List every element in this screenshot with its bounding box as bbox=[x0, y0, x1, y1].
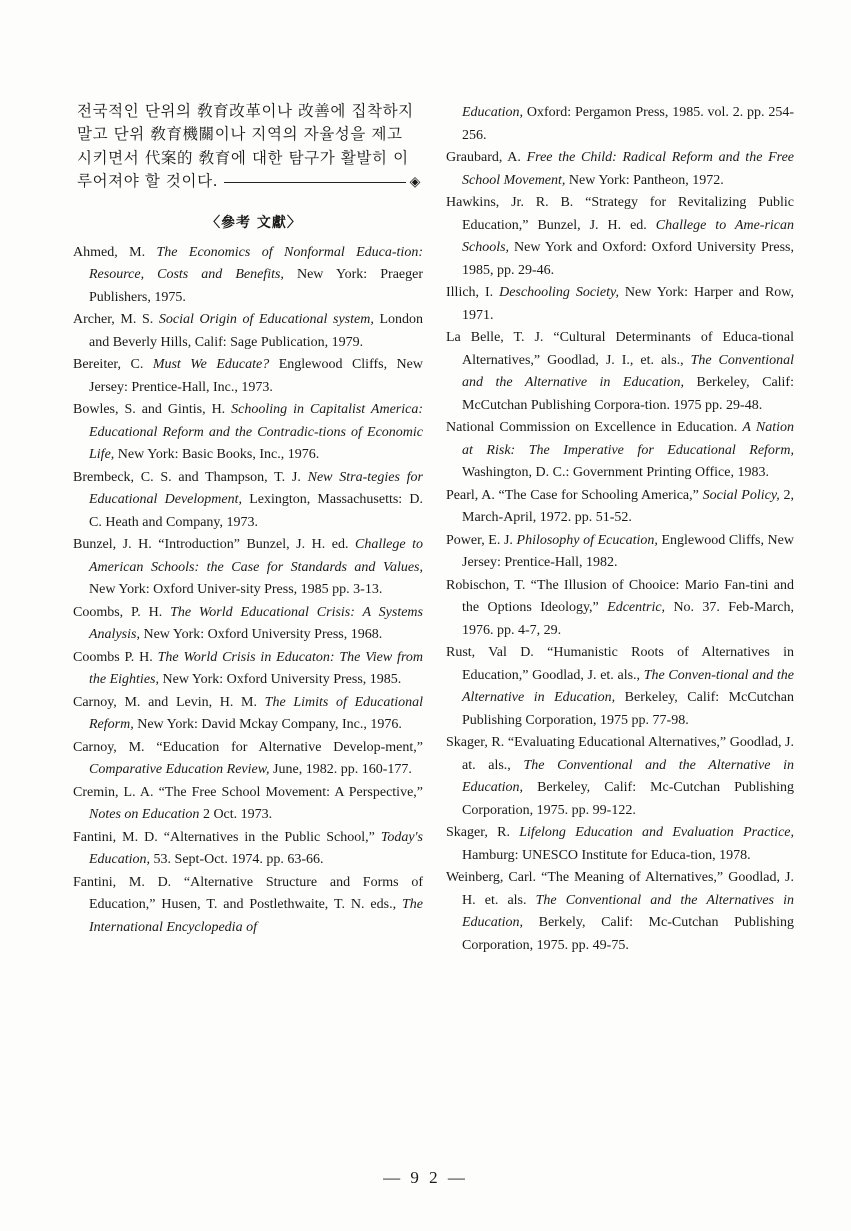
reference-entry bbox=[446, 530, 794, 575]
reference-author: Fantini, M. D. “Alternatives in the Public School,” bbox=[73, 829, 381, 845]
reference-author: Graubard, A. bbox=[446, 150, 527, 165]
reference-title: Philosophy of Ecucation, bbox=[516, 532, 658, 548]
reference-title: A Nation at Risk: The Imperative for Educational Reform, bbox=[462, 420, 794, 458]
reference-author: Illich, I. bbox=[446, 285, 500, 300]
reference-publisher: Hamburg: UNESCO Institute for Educa-tion, 1978. bbox=[462, 847, 751, 863]
reference-publisher: 2, March-April, 1972. pp. 51-52. bbox=[462, 487, 794, 525]
reference-author: Carnoy, M. “Education for Alternative Develop-ment,” bbox=[73, 739, 423, 755]
intro-line: 전국적인 단위의 敎育改革이나 改善에 집착하지 bbox=[77, 102, 414, 120]
left-reference-list bbox=[73, 242, 423, 940]
left-column bbox=[73, 100, 423, 939]
reference-publisher: New York: David Mckay Company, Inc., 1976. bbox=[133, 717, 402, 733]
reference-entry bbox=[73, 692, 423, 737]
reference-author: Carnoy, M. and Levin, H. M. bbox=[73, 694, 265, 710]
reference-publisher: June, 1982. pp. 160-177. bbox=[269, 762, 412, 778]
intro-line: 시키면서 代案的 敎育에 대한 탐구가 활발히 이 bbox=[77, 148, 409, 167]
reference-title: Today's Education, bbox=[89, 829, 423, 868]
reference-publisher: 2 Oct. 1973. bbox=[199, 807, 273, 823]
reference-publisher: Oxford: Pergamon Press, 1985. vol. 2. pp. 254-256. bbox=[462, 105, 794, 143]
reference-entry bbox=[73, 827, 423, 872]
reference-author: Skager, R. “Evaluating Educational Alternatives,” Goodlad, J. at. als., bbox=[446, 735, 794, 773]
end-mark-icon: ◈ bbox=[409, 173, 421, 190]
reference-author: Coombs, P. H. bbox=[73, 604, 171, 620]
reference-entry bbox=[73, 242, 423, 310]
reference-entry bbox=[73, 782, 423, 827]
reference-publisher: Berkeley, Calif: Mc-Cutchan Publishing Corporation, 1975. pp. 99-122. bbox=[462, 780, 794, 818]
reference-entry bbox=[446, 417, 794, 485]
reference-entry bbox=[446, 327, 794, 417]
reference-author: Bowles, S. and Gintis, H. bbox=[73, 402, 232, 418]
reference-entry bbox=[73, 309, 423, 354]
reference-publisher: Berkely, Calif: Mc-Cutchan Publishing Corporation, 1975. pp. 49-75. bbox=[462, 915, 794, 953]
intro-paragraph bbox=[73, 100, 423, 194]
reference-entry bbox=[73, 534, 423, 602]
right-column bbox=[446, 102, 794, 957]
right-reference-list bbox=[446, 102, 794, 957]
reference-entry bbox=[73, 647, 423, 692]
reference-title: Free the Child: Radical Reform and the Free School Movement, bbox=[462, 150, 795, 188]
reference-title: New Stra-tegies for Educational Development, bbox=[89, 469, 423, 508]
reference-author: Archer, M. S. bbox=[73, 312, 159, 328]
reference-publisher: New York: Oxford University Press, 1985. bbox=[159, 672, 402, 688]
reference-title: The International Encyclopedia of bbox=[89, 897, 423, 935]
reference-publisher: Englewood Cliffs, New Jersey: Prentice-Hall, Inc., 1973. bbox=[89, 357, 423, 395]
reference-entry bbox=[446, 642, 794, 732]
reference-entry bbox=[73, 602, 423, 647]
reference-entry bbox=[73, 872, 423, 940]
reference-author: Skager, R. bbox=[446, 825, 520, 840]
reference-title: Lifelong Education and Evaluation Practice, bbox=[519, 825, 794, 840]
reference-title: Deschooling Society, bbox=[499, 285, 619, 300]
reference-entry bbox=[73, 737, 423, 782]
references-heading: 〈參考 文獻〉 bbox=[206, 214, 302, 231]
reference-entry bbox=[446, 822, 794, 867]
reference-entry bbox=[446, 732, 794, 822]
reference-author: Power, E. J. bbox=[446, 532, 517, 548]
reference-author: National Commission on Excellence in Education. bbox=[446, 420, 743, 435]
reference-publisher: New York: Pantheon, 1972. bbox=[565, 172, 724, 188]
reference-publisher: Washington, D. C.: Government Printing Office, 1983. bbox=[462, 465, 769, 480]
reference-publisher: New York and Oxford: Oxford University Press, 1985, pp. 29-46. bbox=[462, 240, 794, 278]
reference-title: Schooling in Capitalist America: Educational Reform and the Contradic-tions of Economic Life, bbox=[89, 402, 423, 463]
reference-publisher: Lexington, Massachusetts: D. C. Heath and Company, 1973. bbox=[89, 492, 424, 530]
reference-entry bbox=[446, 147, 794, 192]
reference-title: The Conventional and the Alternatives in Education, bbox=[462, 892, 794, 930]
reference-author: Bereiter, C. bbox=[73, 357, 153, 373]
reference-title: Social Origin of Educational system, bbox=[158, 312, 374, 328]
reference-title: The Economics of Nonformal Educa-tion: Resource, Costs and Benefits, bbox=[89, 244, 423, 283]
reference-publisher: London and Beverly Hills, Calif: Sage Publication, 1979. bbox=[89, 312, 423, 350]
end-rule bbox=[224, 182, 405, 183]
reference-title: The Limits of Educational Reform, bbox=[89, 694, 423, 733]
intro-line: 루어져야 할 것이다. bbox=[77, 172, 219, 191]
reference-title: Challege to Ame-rican Schools, bbox=[462, 217, 794, 255]
reference-publisher: Berkeley, Calif: McCutchan Publishing Corporation, 1975 pp. 77-98. bbox=[462, 690, 794, 728]
reference-title: Notes on Education bbox=[89, 807, 200, 823]
reference-publisher: New York: Praeger Publishers, 1975. bbox=[89, 267, 423, 305]
reference-entry bbox=[446, 575, 794, 643]
reference-publisher: Englewood Cliffs, New Jersey: Prentice-Hall, 1982. bbox=[462, 532, 794, 570]
reference-entry bbox=[446, 192, 794, 282]
reference-publisher: No. 37. Feb-March, 1976. pp. 4-7, 29. bbox=[462, 600, 794, 638]
reference-title: The Conventional and the Alternative in Education, bbox=[462, 757, 795, 795]
intro-line: 말고 단위 敎育機關이나 지역의 자율성을 제고 bbox=[77, 125, 403, 144]
reference-publisher: New York: Basic Books, Inc., 1976. bbox=[114, 447, 320, 463]
reference-title: The World Crisis in Educaton: The View from the Eighties, bbox=[89, 649, 423, 688]
reference-author: La Belle, T. J. “Cultural Determinants of Educa-tional Alternatives,” Goodlad, J. I., et. als., bbox=[446, 330, 794, 368]
reference-title: Must We Educate? bbox=[152, 357, 270, 373]
reference-author: Fantini, M. D. “Alternative Structure and Forms of Education,” Husen, T. and Postlethwaite, T. N. eds., bbox=[73, 874, 423, 913]
reference-title: Challege to American Schools: the Case for Standards and Values, bbox=[89, 537, 423, 575]
reference-title: The Conventional and the Alternative in Education, bbox=[462, 352, 794, 390]
reference-title: Comparative Education Review, bbox=[89, 762, 270, 778]
reference-title: The World Educational Crisis: A Systems Analysis, bbox=[89, 604, 423, 643]
reference-entry bbox=[446, 867, 794, 957]
reference-publisher: New York: Harper and Row, 1971. bbox=[462, 285, 794, 323]
intro-last-line bbox=[77, 170, 421, 193]
reference-entry bbox=[446, 485, 794, 530]
reference-publisher: 53. Sept-Oct. 1974. pp. 63-66. bbox=[150, 852, 324, 868]
reference-author: Robischon, T. “The Illusion of Chooice: Mario Fan-tini and the Options Ideology,” bbox=[446, 577, 794, 615]
reference-author: Hawkins, Jr. R. B. “Strategy for Revitalizing Public Education,” Bunzel, J. H. ed. bbox=[446, 195, 794, 233]
reference-author: Cremin, L. A. “The Free School Movement: A Perspective,” bbox=[73, 784, 423, 800]
reference-author: Pearl, A. “The Case for Schooling America,” bbox=[446, 487, 703, 503]
reference-title: The Conven-tional and the Alternative in Education, bbox=[462, 667, 794, 705]
reference-author: Brembeck, C. S. and Thampson, T. J. bbox=[73, 469, 308, 485]
page-number: — 9 2 — bbox=[383, 1168, 468, 1187]
reference-entry bbox=[73, 467, 423, 535]
reference-author: Rust, Val D. “Humanistic Roots of Alternatives in Education,” Goodlad, J. et. als., bbox=[446, 645, 794, 683]
reference-publisher: New York: Oxford Univer-sity Press, 1985 pp. 3-13. bbox=[89, 582, 383, 598]
reference-author: Ahmed, M. bbox=[73, 244, 157, 260]
reference-entry bbox=[73, 399, 423, 467]
reference-publisher: Berkeley, Calif: McCutchan Publishing Corpora-tion. 1975 pp. 29-48. bbox=[462, 375, 794, 413]
reference-title: Education, bbox=[462, 105, 524, 120]
reference-author: Bunzel, J. H. “Introduction” Bunzel, J. H. ed. bbox=[73, 537, 356, 553]
reference-author: Coombs P. H. bbox=[73, 649, 158, 665]
reference-title: Edcentric, bbox=[607, 600, 666, 615]
reference-entry bbox=[73, 354, 423, 399]
reference-entry bbox=[446, 282, 794, 327]
reference-author: Weinberg, Carl. “The Meaning of Alternatives,” Goodlad, J. H. et. als. bbox=[446, 870, 794, 908]
reference-title: Social Policy, bbox=[702, 487, 780, 503]
reference-entry bbox=[446, 102, 794, 147]
reference-publisher: New York: Oxford University Press, 1968. bbox=[139, 627, 383, 643]
